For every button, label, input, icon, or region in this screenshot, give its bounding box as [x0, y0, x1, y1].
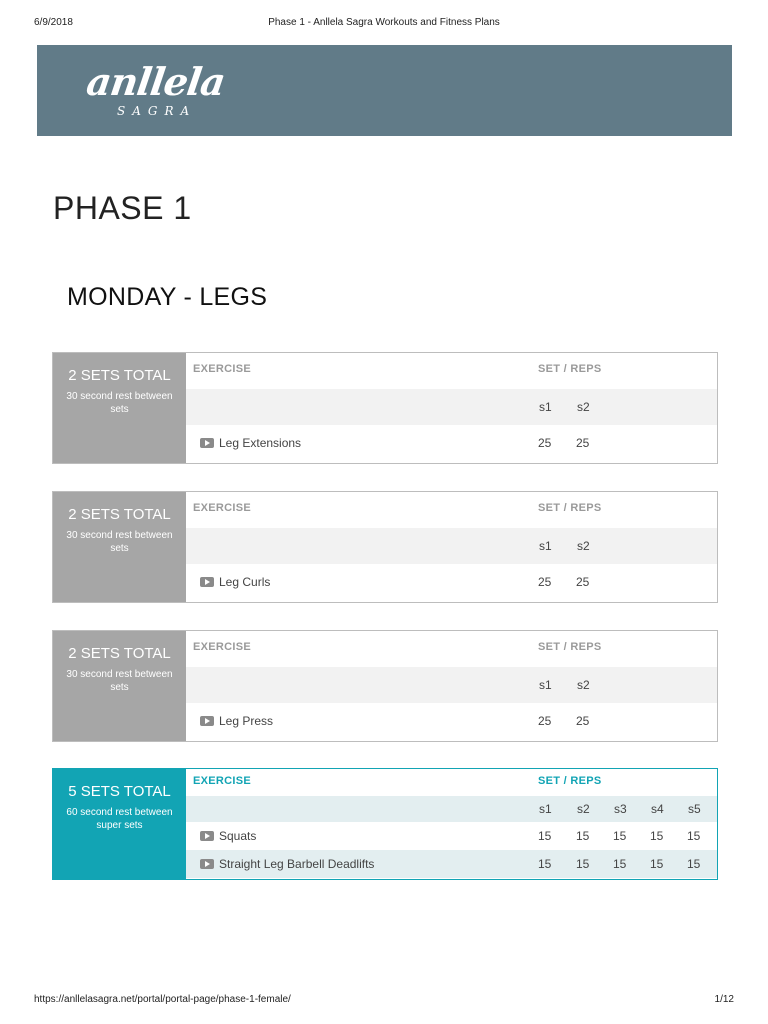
workout-block-3 [52, 630, 718, 742]
play-video-icon[interactable] [200, 716, 214, 726]
table-header-row [186, 769, 717, 796]
set-label: s2 [577, 400, 590, 414]
sets-summary [53, 492, 186, 602]
reps-value: 25 [576, 714, 590, 728]
reps-value: 15 [613, 857, 627, 871]
set-label: s2 [577, 678, 590, 692]
exercise-name: Straight Leg Barbell Deadlifts [219, 857, 375, 871]
rest-note: 30 second rest between sets [66, 530, 173, 554]
set-reps-column-header: SET / REPS [538, 363, 602, 375]
print-page-number: 1/12 [714, 994, 734, 1005]
play-video-icon[interactable] [200, 438, 214, 448]
reps-value: 25 [538, 436, 552, 450]
workout-block-1 [52, 352, 718, 464]
exercise-link[interactable] [200, 575, 270, 589]
day-title: MONDAY - LEGS [67, 283, 268, 311]
print-footer [34, 994, 734, 1006]
table-row [186, 564, 717, 601]
set-label: s1 [539, 539, 552, 553]
set-labels-row [186, 389, 717, 425]
set-labels-row [186, 528, 717, 564]
sets-total: 2 SETS TOTAL [68, 645, 171, 662]
set-label: s1 [539, 400, 552, 414]
set-reps-column-header: SET / REPS [538, 502, 602, 514]
workout-block-superset [52, 768, 718, 880]
print-header [34, 17, 734, 29]
print-url: https://anllelasagra.net/portal/portal-page/phase-1-female/ [34, 994, 291, 1005]
table-row [186, 850, 717, 878]
reps-value: 15 [576, 857, 590, 871]
table-header-row [186, 492, 717, 528]
exercise-column-header: EXERCISE [193, 641, 252, 653]
reps-value: 15 [687, 857, 701, 871]
sets-total: 2 SETS TOTAL [68, 506, 171, 523]
exercise-table [186, 353, 717, 462]
set-labels-row [186, 796, 717, 822]
set-label: s4 [651, 802, 664, 816]
sets-total: 2 SETS TOTAL [68, 367, 171, 384]
play-video-icon[interactable] [200, 831, 214, 841]
sets-summary [53, 353, 186, 463]
exercise-table [186, 769, 717, 878]
reps-value: 25 [576, 575, 590, 589]
reps-value: 25 [538, 714, 552, 728]
exercise-link[interactable] [200, 857, 374, 871]
play-video-icon[interactable] [200, 577, 214, 587]
logo-wordmark: anllela [83, 59, 228, 104]
exercise-name: Leg Curls [219, 575, 271, 589]
site-logo[interactable] [83, 59, 228, 125]
sets-summary [53, 769, 186, 879]
set-label: s1 [539, 678, 552, 692]
reps-value: 15 [576, 829, 590, 843]
set-label: s5 [688, 802, 701, 816]
exercise-name: Leg Press [219, 714, 274, 728]
exercise-link[interactable] [200, 714, 273, 728]
exercise-column-header: EXERCISE [193, 363, 252, 375]
set-label: s2 [577, 802, 590, 816]
table-row [186, 703, 717, 740]
exercise-table [186, 492, 717, 601]
sets-summary [53, 631, 186, 741]
table-row [186, 425, 717, 462]
exercise-column-header: EXERCISE [193, 775, 252, 787]
table-header-row [186, 631, 717, 667]
header-banner [37, 45, 732, 136]
reps-value: 15 [613, 829, 627, 843]
set-label: s3 [614, 802, 627, 816]
set-label: s1 [539, 802, 552, 816]
reps-value: 15 [538, 857, 552, 871]
page-title: PHASE 1 [53, 190, 192, 226]
exercise-column-header: EXERCISE [193, 502, 252, 514]
reps-value: 25 [538, 575, 552, 589]
reps-value: 15 [538, 829, 552, 843]
play-video-icon[interactable] [200, 859, 214, 869]
set-reps-column-header: SET / REPS [538, 641, 602, 653]
exercise-link[interactable] [200, 829, 256, 843]
print-page-title: Phase 1 - Anllela Sagra Workouts and Fitness Plans [268, 17, 500, 28]
reps-value: 15 [687, 829, 701, 843]
rest-note: 60 second rest between super sets [66, 807, 173, 831]
table-header-row [186, 353, 717, 389]
exercise-table [186, 631, 717, 740]
reps-value: 25 [576, 436, 590, 450]
logo-subtitle: SAGRA [117, 104, 197, 118]
rest-note: 30 second rest between sets [66, 391, 173, 415]
set-reps-column-header: SET / REPS [538, 775, 602, 787]
reps-value: 15 [650, 857, 664, 871]
reps-value: 15 [650, 829, 664, 843]
exercise-link[interactable] [200, 436, 301, 450]
table-row [186, 822, 717, 850]
workout-block-2 [52, 491, 718, 603]
print-date: 6/9/2018 [34, 17, 73, 28]
sets-total: 5 SETS TOTAL [68, 783, 171, 800]
rest-note: 30 second rest between sets [66, 669, 173, 693]
exercise-name: Squats [219, 829, 257, 843]
set-label: s2 [577, 539, 590, 553]
exercise-name: Leg Extensions [219, 436, 302, 450]
set-labels-row [186, 667, 717, 703]
